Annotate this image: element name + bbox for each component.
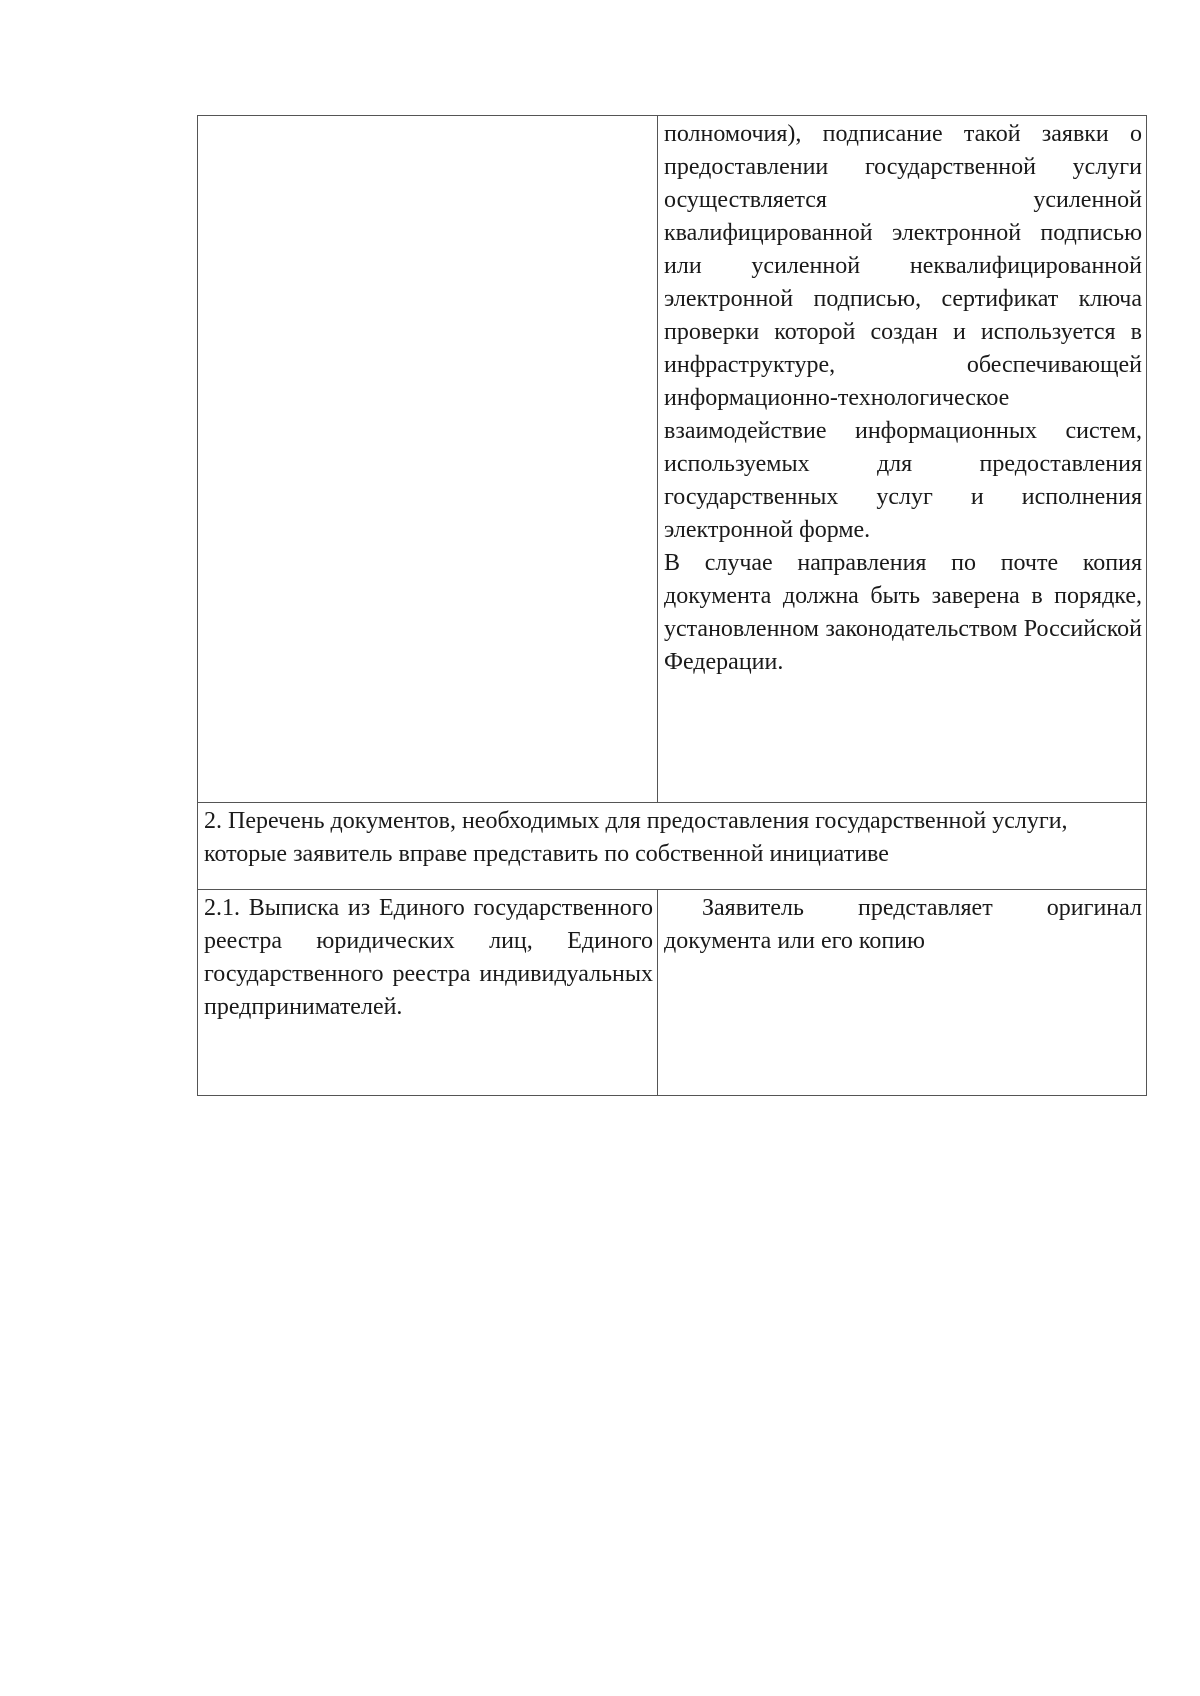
table-row xyxy=(198,803,1147,890)
table-cell-document-note xyxy=(658,890,1147,1096)
document-note-text: Заявитель представляет оригинал документа или его копию xyxy=(664,895,1142,954)
table-cell-document-name xyxy=(198,890,658,1096)
table-cell-signature-requirements xyxy=(658,116,1147,803)
document-table xyxy=(197,115,1147,1096)
section-header-cell xyxy=(198,803,1147,890)
paragraph-signature: полномочия), подписание такой заявки о предоставлении государственной услуги осуществляется усиленной квалифицированной электронной подписью или усиленной неквалифицированной электронной подписью, сертификат ключа проверки которой создан и используется в инфраструктуре, обеспечивающей информационно-технологическое взаимодействие информационных систем, используемых для предоставления государственных услуг и исполнения электронной форме. xyxy=(664,121,1142,543)
table-cell-empty xyxy=(198,116,658,803)
paragraph-mail-copy: В случае направления по почте копия документа должна быть заверена в порядке, установленном законодательством Российской Федерации. xyxy=(664,550,1142,675)
section-header-text: 2. Перечень документов, необходимых для предоставления государственной услуги, которые заявитель вправе представить по собственной инициативе xyxy=(204,808,1068,867)
table-row xyxy=(198,116,1147,803)
document-item-text: 2.1. Выписка из Единого государственного реестра юридических лиц, Единого государственного реестра индивидуальных предпринимателей. xyxy=(204,895,653,1020)
table-row xyxy=(198,890,1147,1096)
